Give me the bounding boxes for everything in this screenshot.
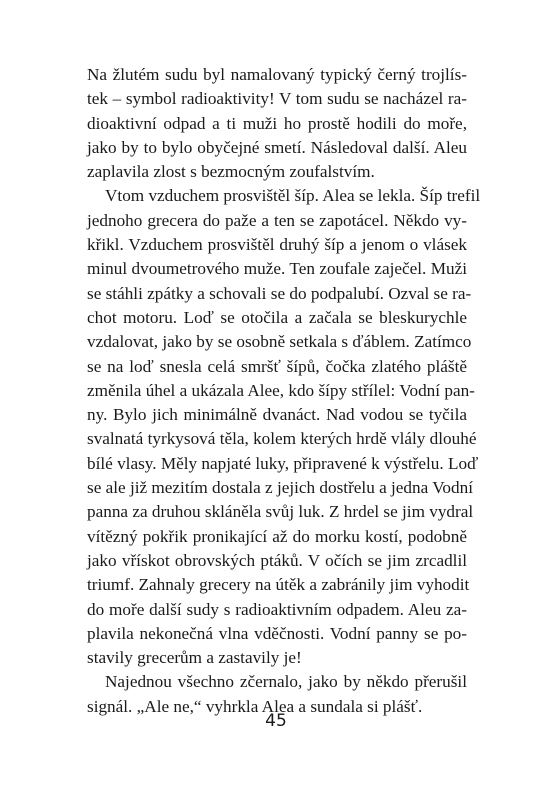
text-line: Na žlutém sudu byl namalovaný typický černý trojlís-	[87, 65, 467, 84]
body-text	[87, 63, 481, 719]
text-line: triumf. Zahnaly grecery na útěk a zabránily jim vyhodit	[87, 575, 470, 595]
text-line: minul dvoumetrového muže. Ten zoufale zaječel. Muži	[87, 259, 467, 279]
page-number: 45	[265, 711, 287, 731]
text-line: plavila nekonečná vlna vděčnosti. Vodní panny se po-	[87, 623, 467, 643]
text-line: ny. Bylo jich minimálně dvanáct. Nad vodou se tyčila	[87, 405, 467, 425]
text-line: vzdalovat, jako by se osobně setkala s ďáblem. Zatímco	[87, 332, 472, 352]
text-line: tek – symbol radioaktivity! V tom sudu se nacházel ra-	[87, 89, 467, 109]
text-line: stavily grecerům a zastavily je!	[87, 648, 302, 668]
text-line: panna za druhou skláněla svůj luk. Z hrdel se jim vydral	[87, 502, 474, 522]
text-line: změnila úhel a ukázala Alee, kdo šípy střílel: Vodní pan-	[87, 380, 475, 400]
text-line: se ale již mezitím dostala z jejich dostřelu a jedna Vodní	[87, 478, 473, 498]
text-line: signál. „Ale ne,“ vyhrkla Alea a sundala si plášť.	[87, 696, 423, 716]
text-line: se stáhli zpátky a schovali se do podpalubí. Ozval se ra-	[87, 283, 472, 303]
text-line: bílé vlasy. Měly napjaté luky, připravené k výstřelu. Loď	[87, 453, 479, 473]
text-line: Najednou všechno zčernalo, jako by někdo přerušil	[105, 672, 467, 692]
text-line: svalnatá tyrkysová těla, kolem kterých hrdě vlály dlouhé	[87, 429, 477, 449]
text-line: chot motoru. Loď se otočila a začala se bleskurychle	[87, 307, 467, 327]
text-line: vítězný pokřik pronikající až do morku kostí, podobně	[87, 526, 467, 546]
text-line: jednoho grecera do paže a ten se zapotácel. Někdo vy-	[87, 210, 467, 230]
text-line: jako by to bylo obyčejné smetí. Následoval další. Aleu	[87, 137, 467, 157]
text-line: se na loď snesla celá smršť šípů, čočka zlatého pláště	[87, 356, 467, 376]
text-line: do moře další sudy s radioaktivním odpadem. Aleu za-	[87, 599, 467, 619]
text-line: dioaktivní odpad a ti muži ho prostě hodili do moře,	[87, 113, 467, 133]
text-line: křikl. Vzduchem prosvištěl druhý šíp a jenom o vlásek	[87, 235, 467, 255]
text-line: jako vřískot obrovských ptáků. V očích se jim zrcadlil	[87, 550, 467, 570]
text-line: zaplavila zlost s bezmocným zoufalstvím.	[87, 162, 375, 182]
text-line: Vtom vzduchem prosvištěl šíp. Alea se lekla. Šíp trefil	[105, 186, 481, 206]
